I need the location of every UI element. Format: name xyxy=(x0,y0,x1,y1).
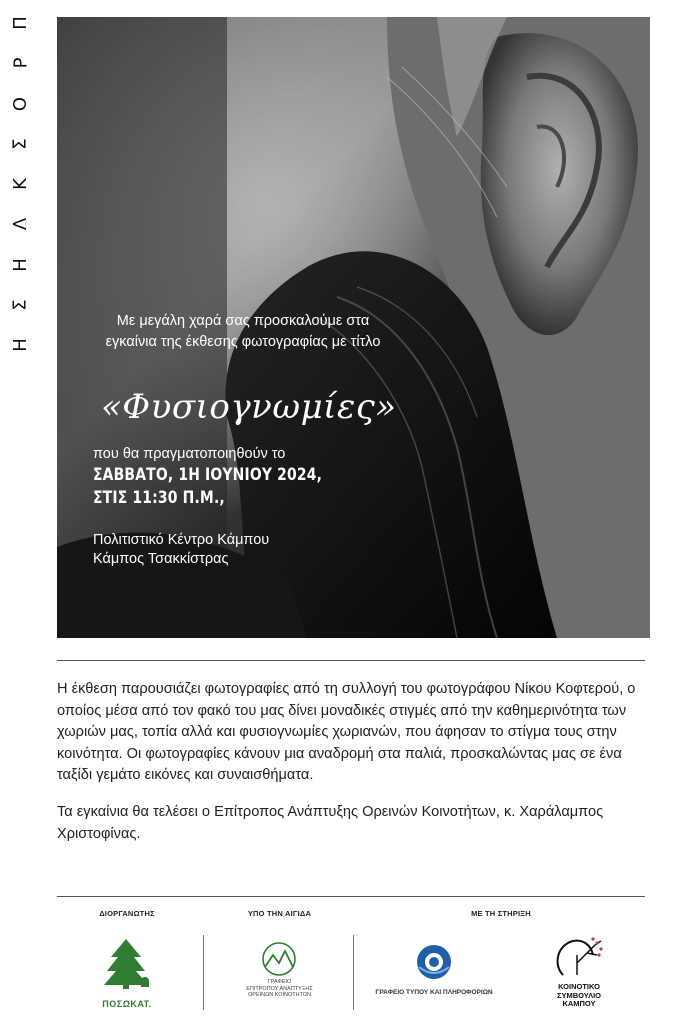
divider-top xyxy=(57,660,645,661)
side-title-letter: Ρ xyxy=(9,57,31,69)
support-label: ΜΕ ΤΗ ΣΤΗΡΙΞΗ xyxy=(471,909,531,918)
side-title-letter: Η xyxy=(9,257,31,272)
community-council-line: ΚΟΙΝΟΤΙΚΟ xyxy=(558,982,600,991)
hero-photo xyxy=(57,17,650,638)
organizer-label: ΔΙΟΡΓΑΝΩΤΗΣ xyxy=(99,909,155,918)
hero-text xyxy=(93,311,413,569)
divider-bottom xyxy=(57,896,645,897)
community-council-line: ΣΥΜΒΟΥΛΙΟ xyxy=(556,990,602,1000)
side-title-letter: Π xyxy=(9,16,31,30)
auspices-logo-text xyxy=(207,979,352,999)
community-council-icon xyxy=(553,935,605,983)
auspices-label: ΥΠΟ ΤΗΝ ΑΙΓΙΔΑ xyxy=(247,909,312,918)
side-title-letter: Ο xyxy=(9,96,31,111)
invitation-intro: Με μεγάλη χαρά σας προσκαλούμε στα εγκαίνια της έκθεσης φωτογραφίας με τίτλο xyxy=(105,313,381,350)
side-title xyxy=(0,14,42,354)
side-title-letter: Σ xyxy=(10,138,31,150)
description xyxy=(57,679,645,860)
organizer-logo-text: ΠΟΣΩΚΑΤ. xyxy=(102,999,152,1009)
auspices-logo-line: ΕΠΙΤΡΟΠΟΥ ΑΝΑΠΤΥΞΗΣ xyxy=(246,985,313,992)
when-intro: που θα πραγματοποιηθούν το xyxy=(93,446,286,462)
event-date: ΣΑΒΒΑΤΟ, 1Η ΙΟΥΝΙΟΥ 2024, xyxy=(93,465,323,485)
separator xyxy=(353,935,354,1010)
auspices-logo-line: ΓΡΑΦΕΙΟ xyxy=(267,979,292,985)
footer-sponsors xyxy=(57,905,645,1015)
press-office-text: ΓΡΑΦΕΙΟ ΤΥΠΟΥ ΚΑΙ ΠΛΗΡΟΦΟΡΙΩΝ xyxy=(375,989,493,996)
auspices-logo-line: ΟΡΕΙΝΩΝ ΚΟΙΝΟΤΗΤΩΝ xyxy=(248,992,311,998)
tree-icon xyxy=(97,937,155,999)
side-title-letter: Η xyxy=(9,338,31,352)
side-title-letter: Λ xyxy=(9,218,31,231)
organizer-section xyxy=(57,905,197,1015)
side-title-letter: Κ xyxy=(10,178,31,190)
event-time: ΣΤΙΣ 11:30 Π.Μ., xyxy=(93,488,225,508)
auspices-section xyxy=(207,905,352,1015)
mountain-icon xyxy=(259,941,299,977)
inauguration-paragraph: Τα εγκαίνια θα τελέσει ο Επίτροπος Ανάπτυξης Ορεινών Κοινοτήτων, κ. Χαράλαμπος Χριστοφίνας. xyxy=(57,803,604,842)
venue-name: Πολιτιστικό Κέντρο Κάμπου xyxy=(93,532,270,548)
venue-location: Κάμπος Τσακκίστρας xyxy=(93,551,229,567)
side-title-letter: Σ xyxy=(10,299,31,311)
community-council-line: ΚΑΜΠΟΥ xyxy=(562,999,596,1008)
exhibition-title: «Φυσιογνωμίες» xyxy=(101,387,397,427)
press-office-icon xyxy=(415,943,453,981)
community-council-text xyxy=(537,983,621,1009)
separator xyxy=(203,935,204,1010)
support-section xyxy=(357,905,645,1015)
description-paragraph: Η έκθεση παρουσιάζει φωτογραφίες από τη συλλογή του φωτογράφου Νίκου Κοφτερού, ο οποίος μέσα από τον φακό του μας δίνει μοναδικές στιγμές από την καθημερινότητα των χωριών μας, τοπία αλλά και φυσιογνωμίες χωριανών, που άφησαν το στίγμα τους στην κοινότητα. Οι φωτογραφίες κάνουν μια αναδρομή στα παλιά, προσκαλώντας μας σε ένα ταξίδι γεμάτο εικόνες και συναισθήματα. xyxy=(57,681,636,784)
